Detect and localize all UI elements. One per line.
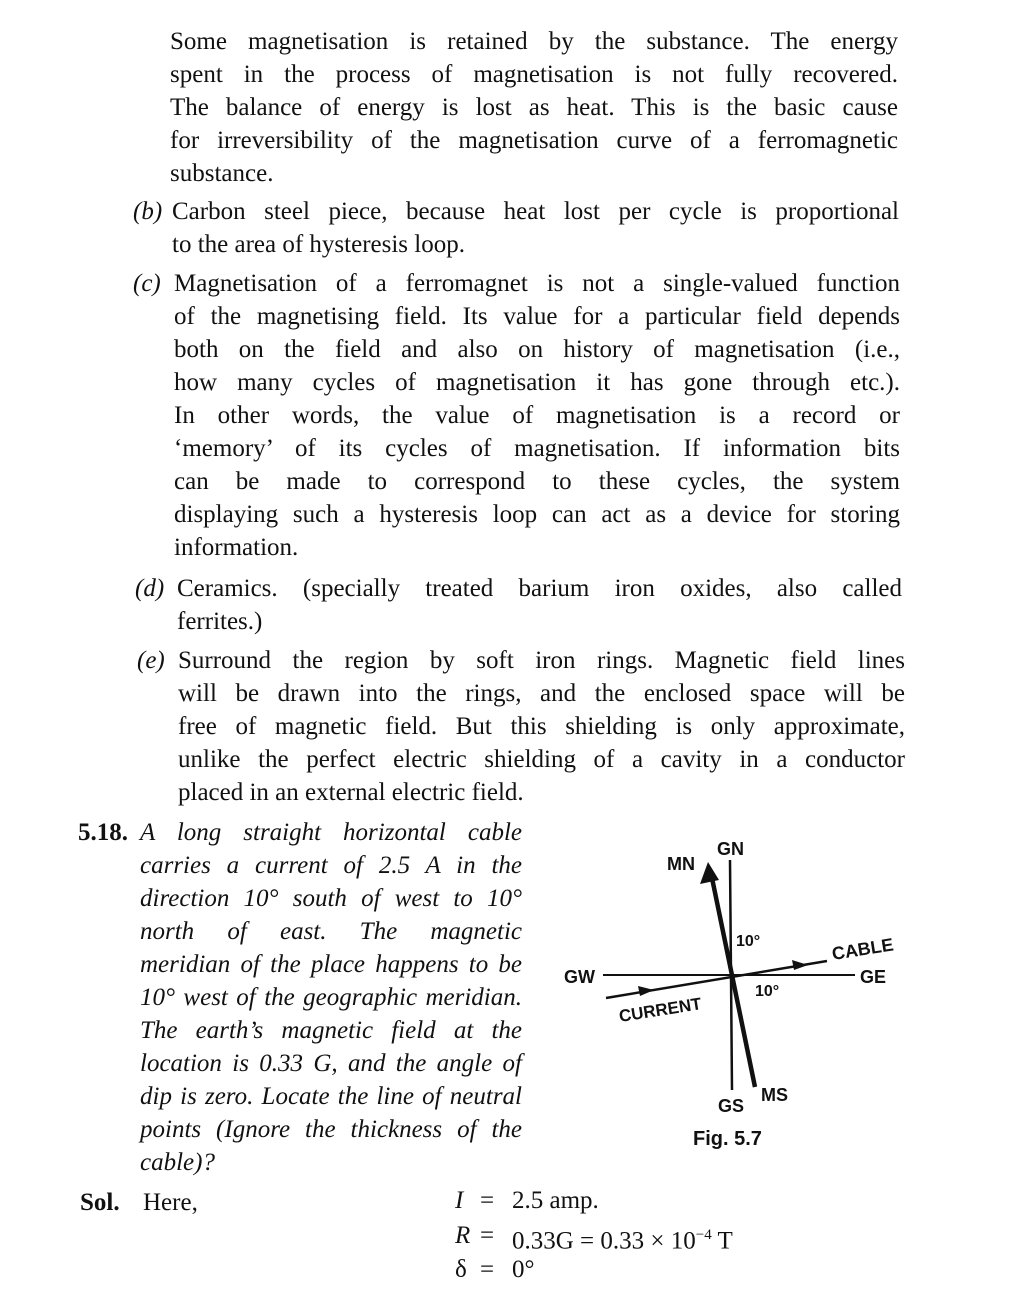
equation-dip [455, 1252, 755, 1287]
text-line: Magnetisation of a ferromagnet is not a single-valued function [174, 270, 900, 297]
eq-var: R [455, 1222, 471, 1249]
item-label-c: (c) [133, 270, 161, 297]
current-arrowhead-right [792, 960, 808, 970]
text-line: In other words, the value of magnetisation is a record or [174, 402, 900, 429]
text-line: placed in an external electric field. [178, 779, 524, 806]
text-line: Carbon steel piece, because heat lost per cycle is proportional [172, 198, 899, 225]
text-line: north of east. The magnetic [140, 918, 522, 945]
eq-var: I [455, 1187, 464, 1214]
text-line: cable)? [140, 1149, 215, 1176]
item-e [178, 644, 905, 809]
text-line: how many cycles of magnetisation it has gone through etc.). [174, 369, 900, 396]
text-line: The balance of energy is lost as heat. This is the basic cause [170, 94, 898, 121]
text-line: of the magnetising field. Its value for a particular field depends [174, 303, 900, 330]
intro-paragraph [170, 25, 898, 190]
figure-caption: Fig. 5.7 [693, 1128, 762, 1150]
text-line: A long straight horizontal cable [140, 819, 522, 846]
eq-sign: = [480, 1187, 495, 1214]
text-line: to the area of hysteresis loop. [172, 231, 465, 258]
text-line: substance. [170, 160, 274, 187]
eq-var: δ [455, 1256, 467, 1283]
label-mn: MN [667, 854, 695, 874]
text-line: both on the field and also on history of magnetisation (i.e., [174, 336, 900, 363]
item-b [172, 195, 899, 261]
text-line: direction 10° south of west to 10° [140, 885, 522, 912]
equation-current [455, 1183, 755, 1218]
label-cable: CABLE [830, 934, 895, 964]
text-line: dip is zero. Locate the line of neutral [140, 1083, 522, 1110]
label-gw: GW [564, 967, 595, 987]
text-line: spent in the process of magnetisation is not fully recovered. [170, 61, 898, 88]
solution-label: Sol. [80, 1189, 120, 1216]
magnetic-meridian-line [712, 878, 755, 1087]
mn-arrowhead [700, 862, 719, 884]
text-line: carries a current of 2.5 A in the [140, 852, 522, 879]
eq-rhs: 2.5 amp. [512, 1187, 599, 1214]
label-ms: MS [761, 1085, 788, 1105]
text-line: will be drawn into the rings, and the enclosed space will be [178, 680, 905, 707]
eq-rhs: 0° [512, 1256, 535, 1283]
label-current: CURRENT [617, 994, 703, 1026]
eq-sign: = [480, 1256, 495, 1283]
text-line: information. [174, 534, 299, 561]
figure-5-7 [550, 820, 920, 1160]
item-d [177, 572, 902, 638]
text-line: unlike the perfect electric shielding of a cavity in a conductor [178, 746, 905, 773]
label-angle-bottom: 10° [755, 983, 780, 1000]
solution-lead: Here, [143, 1189, 198, 1216]
equation-field [455, 1218, 775, 1253]
label-gs: GS [718, 1096, 745, 1116]
item-label-d: (d) [135, 575, 165, 602]
text-line: can be made to correspond to these cycles, the system [174, 468, 900, 495]
item-label-b: (b) [133, 198, 163, 225]
text-line: location is 0.33 G, and the angle of [140, 1050, 522, 1077]
item-c [174, 267, 900, 564]
eq-rhs-main: 0.33G = 0.33 × 10 [512, 1227, 696, 1255]
text-line: ‘memory’ of its cycles of magnetisation. If information bits [174, 435, 900, 462]
text-line: Some magnetisation is retained by the substance. The energy [170, 28, 898, 55]
text-line: The earth’s magnetic field at the [140, 1017, 522, 1044]
eq-sign: = [480, 1222, 495, 1249]
text-line: Ceramics. (specially treated barium iron oxides, also called [177, 575, 902, 602]
eq-rhs-unit: T [711, 1227, 733, 1255]
question-text [140, 816, 522, 1179]
text-line: Surround the region by soft iron rings. Magnetic field lines [178, 647, 905, 674]
text-line: free of magnetic field. But this shielding is only approximate, [178, 713, 905, 740]
text-line: points (Ignore the thickness of the [140, 1116, 522, 1143]
label-angle-top: 10° [736, 933, 761, 950]
text-line: for irreversibility of the magnetisation curve of a ferromagnetic [170, 127, 898, 154]
label-gn: GN [717, 839, 744, 859]
item-label-e: (e) [137, 647, 165, 674]
text-line: 10° west of the geographic meridian. [140, 984, 522, 1011]
current-arrowhead-left [638, 986, 654, 996]
question-number: 5.18. [78, 819, 128, 846]
label-ge: GE [860, 967, 887, 987]
eq-rhs-exponent: −4 [695, 1227, 712, 1243]
text-line: ferrites.) [177, 608, 263, 635]
text-line: meridian of the place happens to be [140, 951, 522, 978]
text-line: displaying such a hysteresis loop can act as a device for storing [174, 501, 900, 528]
